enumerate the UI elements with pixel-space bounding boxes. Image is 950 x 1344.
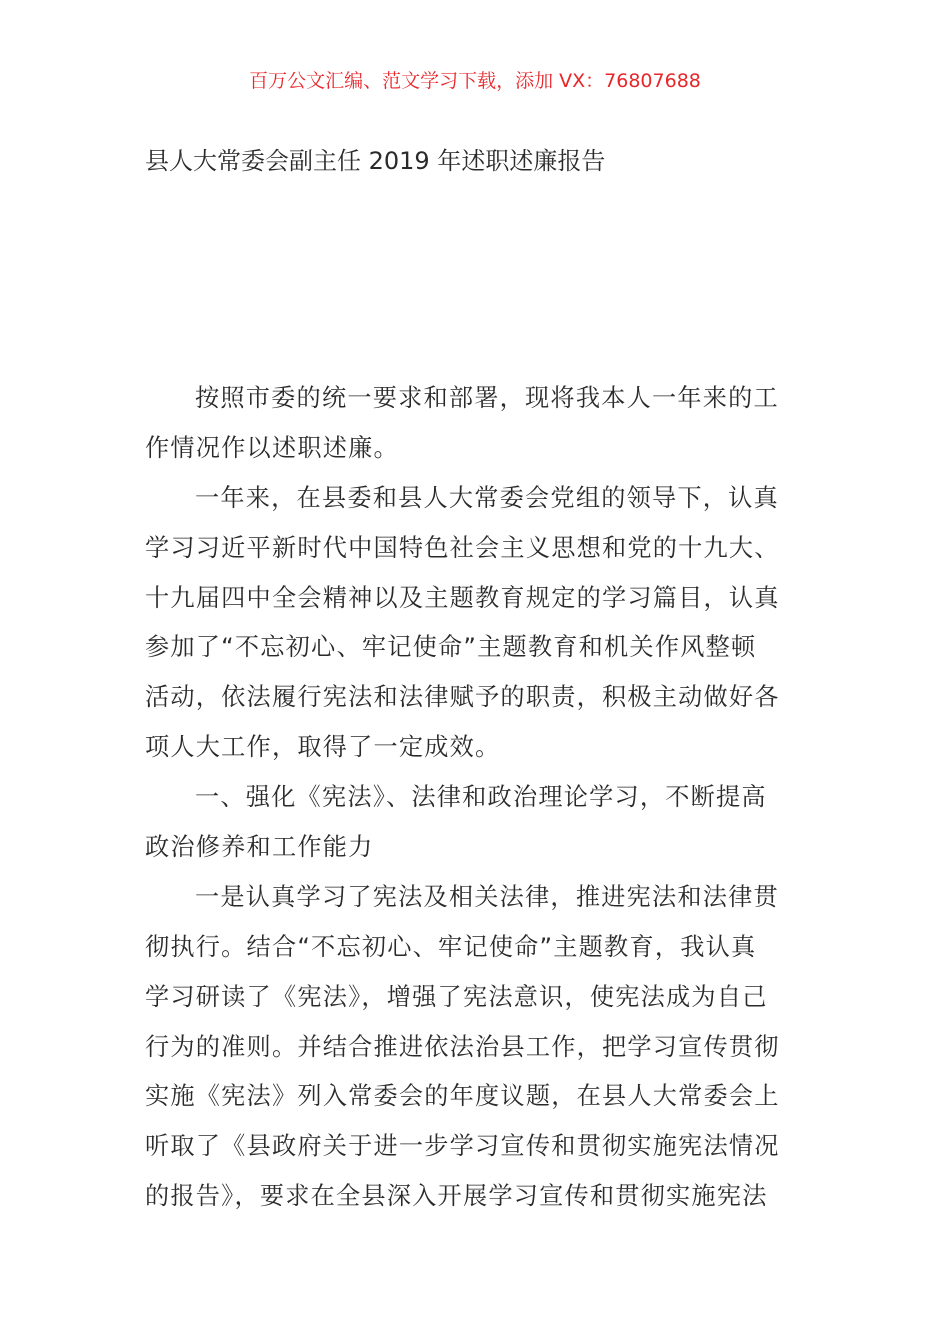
paragraph-line: 项人大工作，取得了一定成效。: [145, 733, 501, 762]
paragraph-line: 活动，依法履行宪法和法律赋予的职责，积极主动做好各: [145, 683, 780, 712]
paragraph-line: 政治修养和工作能力: [145, 833, 374, 862]
paragraph: [145, 474, 785, 773]
document-title: 县人大常委会副主任 2019 年述职述廉报告: [145, 147, 606, 175]
paragraph-line: 学习习近平新时代中国特色社会主义思想和党的十九大、: [145, 533, 780, 562]
paragraph-line: 十九届四中全会精神以及主题教育规定的学习篇目，认真: [145, 583, 780, 612]
paragraph-line: 一是认真学习了宪法及相关法律，推进宪法和法律贯: [195, 882, 779, 911]
paragraph-line: 按照市委的统一要求和部署，现将我本人一年来的工: [195, 384, 779, 412]
paragraph-line: 一、强化《宪法》、法律和政治理论学习，不断提高: [195, 783, 767, 812]
paragraph-line: 听取了《县政府关于进一步学习宣传和贯彻实施宪法情况: [145, 1132, 780, 1161]
paragraph-line: 参加了“不忘初心、牢记使命”主题教育和机关作风整顿: [145, 633, 757, 662]
document-body: [145, 374, 785, 1222]
paragraph-line: 一年来，在县委和县人大常委会党组的领导下，认真: [195, 483, 779, 512]
paragraph-line: 实施《宪法》列入常委会的年度议题，在县人大常委会上: [145, 1082, 780, 1111]
paragraph-line: 学习研读了《宪法》，增强了宪法意识，使宪法成为自己: [145, 982, 768, 1011]
paragraph-line: 作情况作以述职述廉。: [145, 433, 399, 462]
paragraph-line: 的报告》，要求在全县深入开展学习宣传和贯彻实施宪法: [145, 1182, 768, 1211]
paragraph-line: 行为的准则。并结合推进依法治县工作，把学习宣传贯彻: [145, 1032, 780, 1061]
paragraph: [145, 374, 785, 474]
watermark-banner: 百万公文汇编、范文学习下载，添加 VX：76807688: [249, 70, 701, 92]
paragraph: [145, 873, 785, 1222]
paragraph: [145, 773, 785, 873]
paragraph-line: 彻执行。结合“不忘初心、牢记使命”主题教育，我认真: [145, 932, 757, 961]
